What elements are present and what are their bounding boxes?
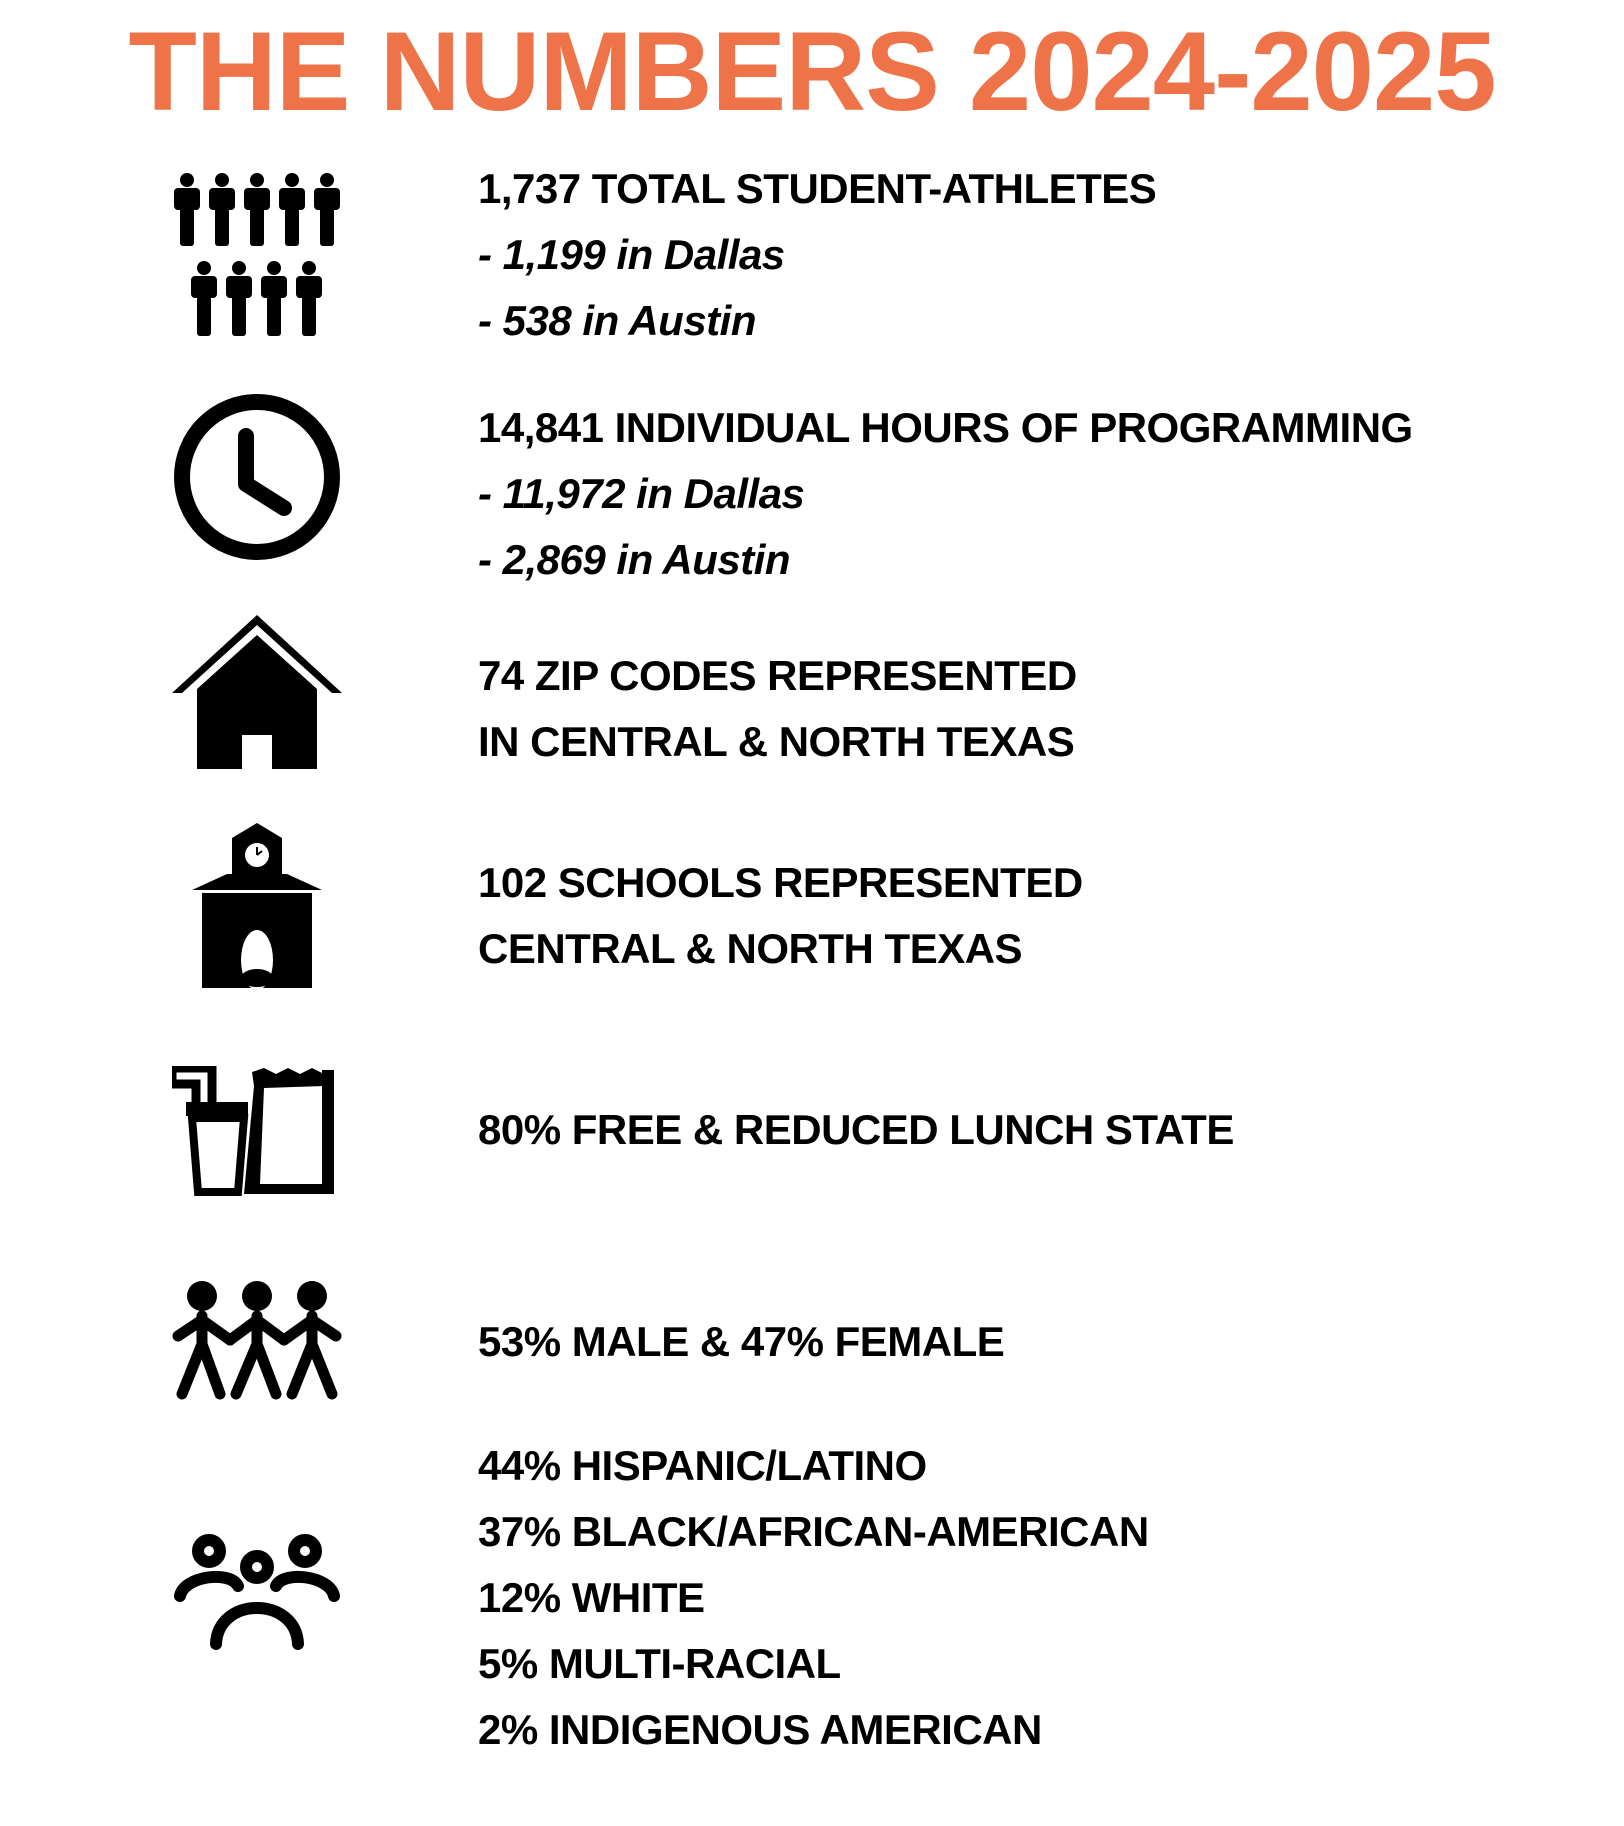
stat-line: 12% WHITE [478,1574,705,1621]
lunch-icon [172,1066,342,1196]
stat-detail-dallas: - 11,972 in Dallas [478,470,805,517]
stat-free-lunch [478,1097,1578,1163]
stat-line: 37% BLACK/AFRICAN-AMERICAN [478,1508,1149,1555]
stat-student-athletes [478,156,1578,354]
stat-line: 5% MULTI-RACIAL [478,1640,841,1687]
schoolhouse-icon [172,818,342,988]
stat-headline: 14,841 INDIVIDUAL HOURS OF PROGRAMMING [478,404,1413,451]
stat-line: CENTRAL & NORTH TEXAS [478,925,1023,972]
stat-line: 102 SCHOOLS REPRESENTED [478,859,1083,906]
stat-detail-austin: - 538 in Austin [478,297,756,344]
clock-icon [172,392,342,562]
stat-line: 74 ZIP CODES REPRESENTED [478,652,1077,699]
stat-line: IN CENTRAL & NORTH TEXAS [478,718,1075,765]
stat-schools [478,850,1578,982]
stat-line: 80% FREE & REDUCED LUNCH STATE [478,1106,1234,1153]
stat-detail-austin: - 2,869 in Austin [478,536,791,583]
stat-programming-hours [478,395,1578,593]
stat-ethnicity [478,1433,1578,1763]
stat-detail-dallas: - 1,199 in Dallas [478,231,785,278]
stat-headline: 1,737 TOTAL STUDENT-ATHLETES [478,165,1157,212]
holding-hands-icon [172,1280,342,1400]
stat-zip-codes [478,643,1578,775]
stat-line: 2% INDIGENOUS AMERICAN [478,1706,1042,1753]
stat-line: 53% MALE & 47% FEMALE [478,1318,1005,1365]
community-icon [172,1534,342,1654]
people-group-icon [172,170,342,340]
stat-line: 44% HISPANIC/LATINO [478,1442,927,1489]
house-icon [172,615,342,775]
stat-gender [478,1309,1578,1375]
page-title: THE NUMBERS 2024-2025 [128,9,1496,134]
